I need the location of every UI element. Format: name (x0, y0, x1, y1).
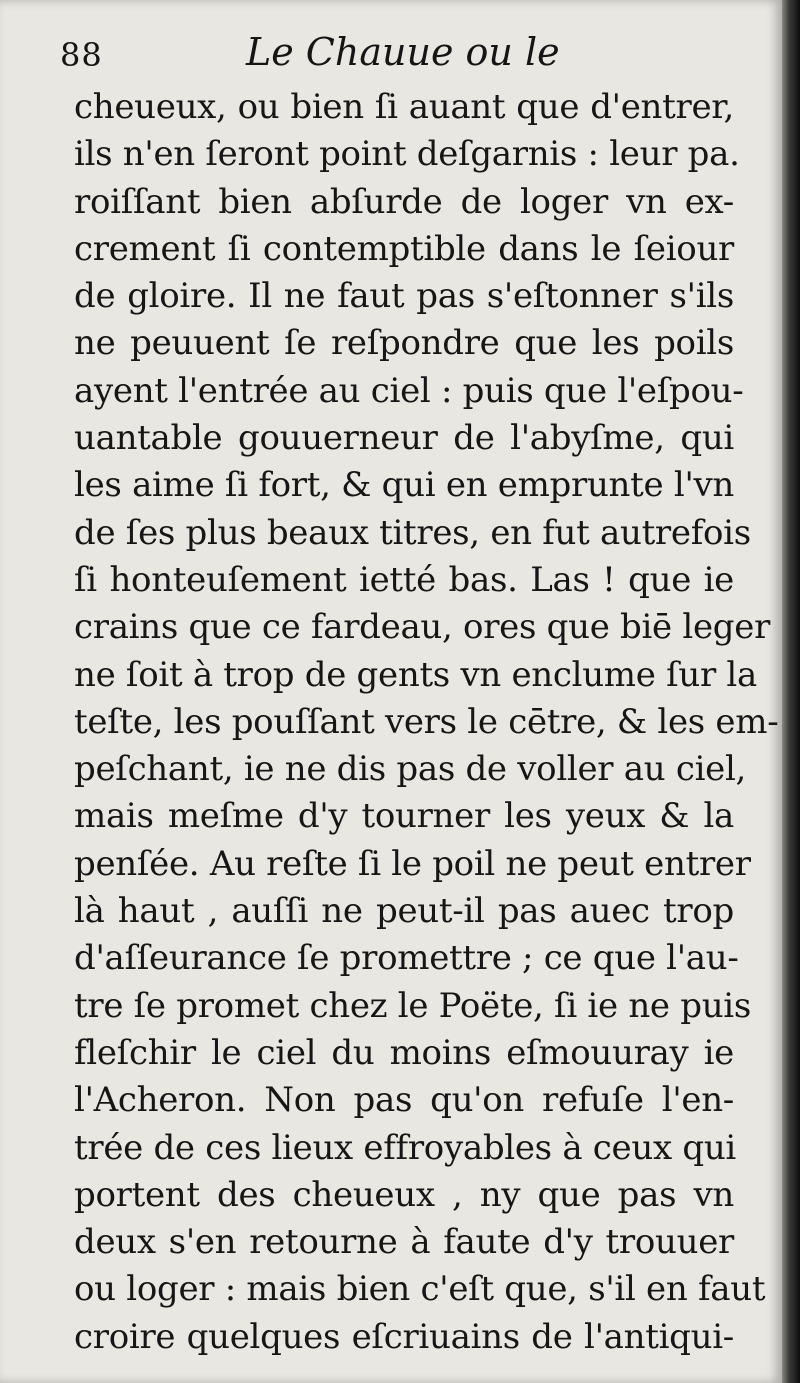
text-line: tre ſe promet chez le Poëte, ſi ie ne puis (74, 985, 752, 1026)
text-line: cheueux, ou bien ſi auant que d'entrer, (74, 87, 734, 127)
text-line: roiſſant bien abſurde de loger vn ex- (74, 181, 734, 222)
text-line: mais meſme d'y tourner les yeux & la (74, 796, 734, 837)
text-line: teſte, les pouſſant vers le cētre, & les em- (74, 701, 779, 742)
text-line: d'aſſeurance ſe promettre ; ce que l'au- (74, 938, 739, 979)
text-line: ſi honteuſement ietté bas. Las ! que ie (74, 559, 734, 600)
running-head: Le Chauue ou le (246, 30, 560, 74)
text-line: ne peuuent ſe reſpondre que les poils (74, 323, 734, 364)
text-line: deux s'en retourne à faute d'y trouuer (74, 1222, 734, 1263)
text-line: peſchant, ie ne dis pas de voller au ciel, (74, 749, 747, 790)
body-text (74, 84, 779, 1361)
text-line: de ſes plus beaux titres, en fut autrefois (74, 512, 751, 553)
text-line: uantable gouuerneur de l'abyſme, qui (74, 418, 734, 459)
page-number: 88 (60, 36, 103, 74)
page-edge-shadow (782, 0, 800, 1383)
text-line: croire quelques eſcriuains de l'antiqui- (74, 1316, 734, 1357)
text-line: trée de ces lieux effroyables à ceux qui (74, 1127, 736, 1168)
text-line: penſée. Au reſte ſi le poil ne peut entrer (74, 843, 751, 884)
text-line: ils n'en ſeront point deſgarnis : leur pa. (74, 134, 740, 175)
text-line: ayent l'entrée au ciel : puis que l'eſpou- (74, 370, 744, 411)
text-line: crement ſi contemptible dans le ſeiour (74, 228, 734, 269)
text-line: ou loger : mais bien c'eſt que, s'il en faut (74, 1269, 766, 1310)
text-line: l'Acheron. Non pas qu'on refuſe l'en- (74, 1080, 734, 1121)
text-line: fleſchir le ciel du moins eſmouuray ie (74, 1032, 734, 1073)
text-line: portent des cheueux , ny que pas vn (74, 1174, 734, 1215)
text-line: ne ſoit à trop de gents vn enclume ſur la (74, 654, 757, 695)
text-line: de gloire. Il ne faut pas s'eſtonner s'ils (74, 276, 734, 317)
page-header (60, 30, 742, 82)
text-line: là haut , auſſi ne peut-il pas auec trop (74, 891, 734, 932)
text-line: crains que ce fardeau, ores que biē leger (74, 607, 771, 648)
text-line: les aime ſi fort, & qui en emprunte l'vn (74, 465, 734, 506)
